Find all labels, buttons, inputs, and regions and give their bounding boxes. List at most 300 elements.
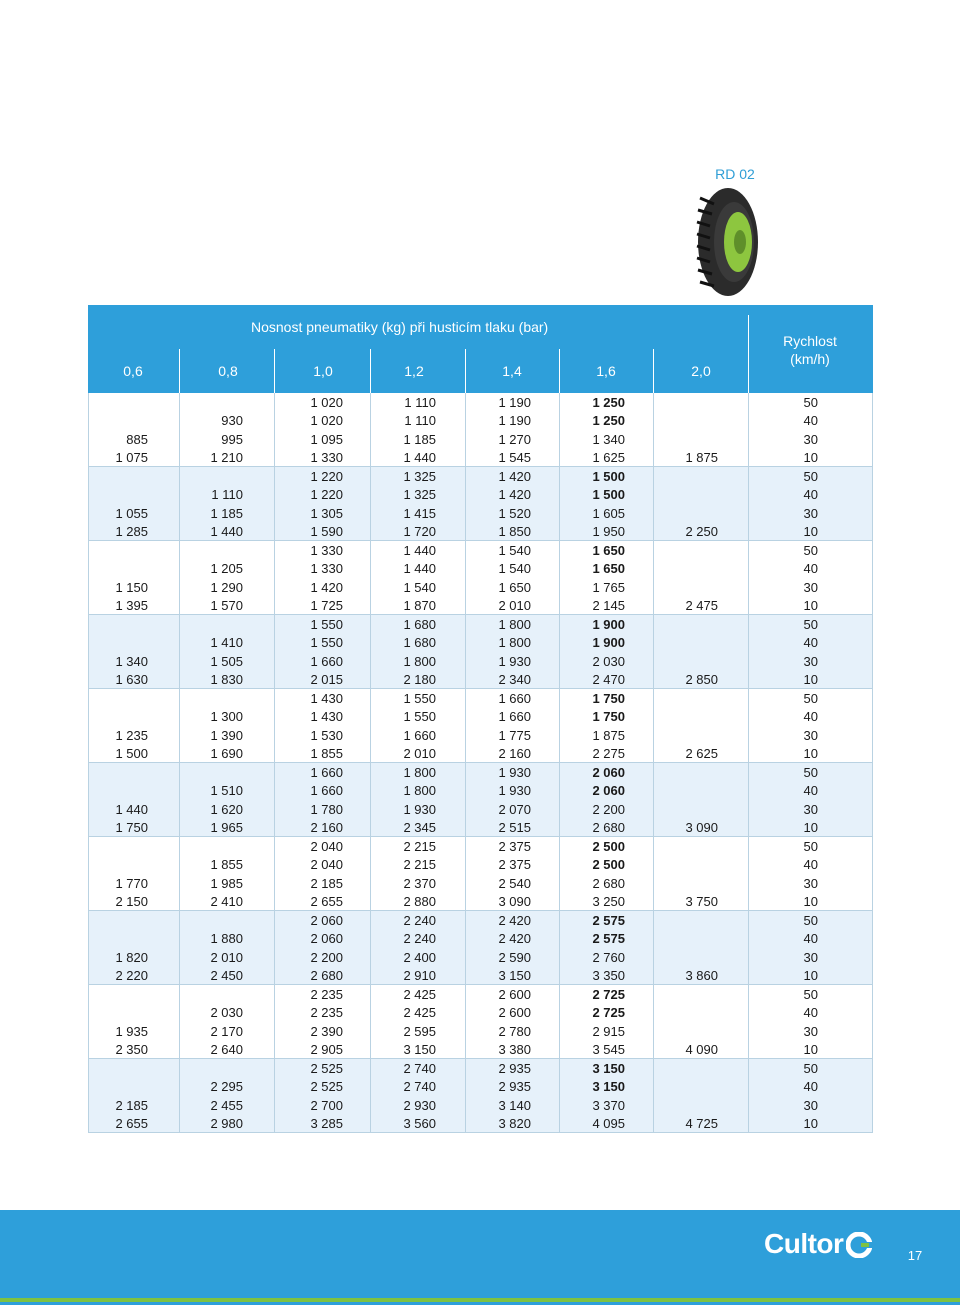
column-divider <box>274 689 275 762</box>
speed-cell: 10 <box>803 1041 818 1057</box>
column-divider <box>653 615 654 688</box>
column-divider <box>872 911 873 984</box>
load-cell: 1 650 <box>498 579 531 595</box>
load-cell: 2 010 <box>498 597 531 613</box>
load-cell: 4 090 <box>685 1041 718 1057</box>
pressure-header: 2,0 <box>691 363 711 379</box>
load-cell: 2 600 <box>498 987 531 1002</box>
speed-header-unit: (km/h) <box>790 351 830 367</box>
row-group <box>88 467 873 541</box>
brand-logo: Cultor <box>764 1228 844 1259</box>
load-cell: 1 930 <box>498 765 531 780</box>
column-divider <box>465 615 466 688</box>
load-cell: 1 500 <box>592 469 625 484</box>
load-cell: 2 935 <box>498 1061 531 1076</box>
load-cell: 1 270 <box>498 431 531 447</box>
load-cell: 2 655 <box>310 893 343 909</box>
column-divider <box>872 837 873 910</box>
speed-cell: 50 <box>803 913 818 928</box>
load-cell: 3 820 <box>498 1115 531 1131</box>
speed-cell: 40 <box>803 783 818 799</box>
load-cell: 1 500 <box>115 745 148 761</box>
speed-cell: 30 <box>803 431 818 447</box>
load-cell: 1 520 <box>498 505 531 521</box>
load-cell: 3 750 <box>685 893 718 909</box>
load-cell: 1 390 <box>210 727 243 743</box>
column-divider <box>872 393 873 466</box>
column-divider <box>179 763 180 836</box>
load-cell: 1 500 <box>592 487 625 503</box>
load-cell: 2 600 <box>498 1005 531 1021</box>
load-cell: 1 330 <box>310 561 343 577</box>
column-divider <box>465 689 466 762</box>
load-cell: 2 980 <box>210 1115 243 1131</box>
speed-cell: 50 <box>803 839 818 854</box>
column-divider <box>653 985 654 1058</box>
load-cell: 2 740 <box>403 1079 436 1095</box>
load-cell: 1 690 <box>210 745 243 761</box>
column-divider <box>872 1059 873 1132</box>
speed-cell: 30 <box>803 579 818 595</box>
load-cell: 4 095 <box>592 1115 625 1131</box>
load-cell: 1 395 <box>115 597 148 613</box>
load-cell: 1 800 <box>403 765 436 780</box>
page-number: 17 <box>907 1248 923 1263</box>
load-cell: 1 325 <box>403 487 436 503</box>
column-divider <box>274 615 275 688</box>
column-divider <box>179 1059 180 1132</box>
load-cell: 2 170 <box>210 1023 243 1039</box>
load-cell: 2 275 <box>592 745 625 761</box>
load-cell: 2 200 <box>592 801 625 817</box>
load-cell: 2 525 <box>310 1079 343 1095</box>
load-cell: 2 910 <box>403 967 436 983</box>
load-cell: 2 350 <box>115 1041 148 1057</box>
load-cell: 2 455 <box>210 1097 243 1113</box>
load-cell: 2 215 <box>403 839 436 854</box>
load-cell: 2 905 <box>310 1041 343 1057</box>
load-cell: 2 160 <box>310 819 343 835</box>
load-cell: 1 430 <box>310 691 343 706</box>
load-cell: 1 550 <box>403 709 436 725</box>
load-cell: 885 <box>126 431 148 447</box>
load-cell: 3 350 <box>592 967 625 983</box>
table-title: Nosnost pneumatiky (kg) při husticím tlaku (bar) <box>251 319 549 335</box>
column-divider <box>370 985 371 1058</box>
load-cell: 2 850 <box>685 671 718 687</box>
load-cell: 2 700 <box>310 1097 343 1113</box>
load-cell: 2 370 <box>403 875 436 891</box>
tire-image <box>688 186 762 298</box>
load-cell: 2 340 <box>498 671 531 687</box>
load-cell: 1 660 <box>310 765 343 780</box>
load-cell: 1 930 <box>498 653 531 669</box>
load-cell: 1 505 <box>210 653 243 669</box>
load-cell: 2 500 <box>592 857 625 873</box>
load-cell: 1 650 <box>592 543 625 558</box>
column-divider <box>179 393 180 466</box>
column-divider <box>274 393 275 466</box>
column-divider <box>559 763 560 836</box>
load-cell: 2 740 <box>403 1061 436 1076</box>
column-divider <box>274 837 275 910</box>
load-cell: 1 750 <box>592 709 625 725</box>
column-divider <box>370 837 371 910</box>
column-divider <box>274 1059 275 1132</box>
load-cell: 2 935 <box>498 1079 531 1095</box>
load-cell: 1 935 <box>115 1023 148 1039</box>
load-cell: 2 345 <box>403 819 436 835</box>
load-cell: 1 750 <box>115 819 148 835</box>
column-divider <box>559 911 560 984</box>
speed-cell: 30 <box>803 505 818 521</box>
load-cell: 1 660 <box>310 653 343 669</box>
column-divider <box>465 467 466 540</box>
column-divider <box>179 615 180 688</box>
load-cell: 1 150 <box>115 579 148 595</box>
speed-cell: 10 <box>803 597 818 613</box>
load-cell: 2 185 <box>310 875 343 891</box>
load-cell: 995 <box>221 431 243 447</box>
load-cell: 1 550 <box>310 617 343 632</box>
load-cell: 1 985 <box>210 875 243 891</box>
load-cell: 3 150 <box>403 1041 436 1057</box>
load-cell: 1 650 <box>592 561 625 577</box>
load-cell: 2 590 <box>498 949 531 965</box>
column-divider <box>179 689 180 762</box>
header-divider <box>465 349 466 393</box>
row-group <box>88 689 873 763</box>
load-cell: 4 725 <box>685 1115 718 1131</box>
column-divider <box>559 837 560 910</box>
load-cell: 1 415 <box>403 505 436 521</box>
speed-cell: 40 <box>803 561 818 577</box>
load-cell: 1 950 <box>592 523 625 539</box>
load-cell: 2 575 <box>592 913 625 928</box>
column-divider <box>274 467 275 540</box>
column-divider <box>872 541 873 614</box>
load-cell: 1 305 <box>310 505 343 521</box>
speed-cell: 10 <box>803 449 818 465</box>
load-cell: 1 440 <box>403 561 436 577</box>
column-divider <box>559 689 560 762</box>
column-divider <box>559 541 560 614</box>
pressure-header: 1,0 <box>313 363 333 379</box>
load-cell: 2 150 <box>115 893 148 909</box>
load-cell: 1 630 <box>115 671 148 687</box>
speed-cell: 30 <box>803 1023 818 1039</box>
row-group <box>88 837 873 911</box>
column-divider <box>370 541 371 614</box>
row-group <box>88 615 873 689</box>
load-cell: 1 880 <box>210 931 243 947</box>
load-cell: 1 660 <box>310 783 343 799</box>
load-cell: 1 855 <box>310 745 343 761</box>
column-divider <box>559 467 560 540</box>
column-divider <box>465 837 466 910</box>
load-cell: 2 725 <box>592 987 625 1002</box>
load-cell: 1 410 <box>210 635 243 651</box>
load-cell: 1 550 <box>310 635 343 651</box>
speed-cell: 10 <box>803 893 818 909</box>
load-cell: 3 285 <box>310 1115 343 1131</box>
column-divider <box>370 615 371 688</box>
load-cell: 2 375 <box>498 857 531 873</box>
load-cell: 1 540 <box>498 543 531 558</box>
load-cell: 1 110 <box>404 395 436 410</box>
speed-cell: 50 <box>803 691 818 706</box>
load-cell: 1 875 <box>592 727 625 743</box>
speed-cell: 40 <box>803 857 818 873</box>
column-divider <box>872 689 873 762</box>
table-header <box>88 305 873 393</box>
column-divider <box>559 985 560 1058</box>
load-cell: 930 <box>221 413 243 429</box>
load-cell: 2 540 <box>498 875 531 891</box>
speed-cell: 40 <box>803 931 818 947</box>
load-cell: 3 150 <box>498 967 531 983</box>
load-cell: 2 655 <box>115 1115 148 1131</box>
load-cell: 2 420 <box>498 931 531 947</box>
load-cell: 2 010 <box>210 949 243 965</box>
load-cell: 2 680 <box>592 819 625 835</box>
column-divider <box>872 985 873 1058</box>
speed-cell: 30 <box>803 875 818 891</box>
speed-cell: 30 <box>803 1097 818 1113</box>
column-divider <box>179 541 180 614</box>
load-cell: 3 560 <box>403 1115 436 1131</box>
load-cell: 2 525 <box>310 1061 343 1076</box>
load-cell: 2 450 <box>210 967 243 983</box>
speed-cell: 50 <box>803 987 818 1002</box>
row-group <box>88 393 873 467</box>
load-cell: 1 830 <box>210 671 243 687</box>
load-cell: 2 070 <box>498 801 531 817</box>
pressure-header: 1,2 <box>404 363 424 379</box>
pressure-header: 1,4 <box>502 363 522 379</box>
load-cell: 2 030 <box>210 1005 243 1021</box>
speed-cell: 30 <box>803 949 818 965</box>
load-cell: 2 200 <box>310 949 343 965</box>
load-cell: 1 900 <box>592 617 625 632</box>
load-cell: 1 095 <box>310 431 343 447</box>
load-cell: 1 420 <box>498 487 531 503</box>
load-cell: 1 330 <box>310 543 343 558</box>
load-cell: 2 575 <box>592 931 625 947</box>
load-cell: 2 420 <box>498 913 531 928</box>
speed-cell: 10 <box>803 523 818 539</box>
load-cell: 2 030 <box>592 653 625 669</box>
load-cell: 2 425 <box>403 987 436 1002</box>
column-divider <box>748 911 749 984</box>
column-divider <box>274 763 275 836</box>
column-divider <box>653 689 654 762</box>
load-table <box>88 393 873 1133</box>
column-divider <box>274 985 275 1058</box>
load-cell: 2 625 <box>685 745 718 761</box>
load-cell: 1 185 <box>210 505 243 521</box>
load-cell: 1 720 <box>403 523 436 539</box>
load-cell: 1 930 <box>403 801 436 817</box>
load-cell: 2 400 <box>403 949 436 965</box>
load-cell: 3 090 <box>685 819 718 835</box>
load-cell: 2 725 <box>592 1005 625 1021</box>
load-cell: 2 680 <box>310 967 343 983</box>
column-divider <box>465 763 466 836</box>
load-cell: 1 250 <box>592 413 625 429</box>
column-divider <box>872 763 873 836</box>
speed-cell: 40 <box>803 1005 818 1021</box>
load-cell: 1 680 <box>403 635 436 651</box>
speed-cell: 40 <box>803 487 818 503</box>
load-cell: 1 220 <box>310 487 343 503</box>
speed-cell: 50 <box>803 765 818 780</box>
load-cell: 1 900 <box>592 635 625 651</box>
row-group <box>88 541 873 615</box>
load-cell: 3 545 <box>592 1041 625 1057</box>
column-divider <box>653 1059 654 1132</box>
load-cell: 2 475 <box>685 597 718 613</box>
column-divider <box>370 911 371 984</box>
load-cell: 2 235 <box>310 987 343 1002</box>
header-divider <box>179 349 180 393</box>
load-cell: 1 110 <box>404 413 436 429</box>
brand-logo-icon <box>846 1232 872 1258</box>
column-divider <box>748 467 749 540</box>
load-cell: 2 500 <box>592 839 625 854</box>
column-divider <box>274 541 275 614</box>
column-divider <box>559 1059 560 1132</box>
load-cell: 2 040 <box>310 839 343 854</box>
load-cell: 1 285 <box>115 523 148 539</box>
column-divider <box>748 985 749 1058</box>
load-cell: 1 530 <box>310 727 343 743</box>
load-cell: 1 800 <box>403 783 436 799</box>
load-cell: 1 770 <box>115 875 148 891</box>
load-cell: 1 290 <box>210 579 243 595</box>
speed-cell: 50 <box>803 1061 818 1076</box>
load-cell: 2 145 <box>592 597 625 613</box>
load-cell: 2 160 <box>498 745 531 761</box>
footer-accent-line <box>0 1298 960 1302</box>
speed-cell: 40 <box>803 709 818 725</box>
pressure-header: 1,6 <box>596 363 616 379</box>
load-cell: 1 725 <box>310 597 343 613</box>
load-cell: 1 680 <box>403 617 436 632</box>
load-cell: 1 750 <box>592 691 625 706</box>
load-cell: 2 235 <box>310 1005 343 1021</box>
column-divider <box>748 541 749 614</box>
column-divider <box>370 1059 371 1132</box>
load-cell: 1 340 <box>115 653 148 669</box>
row-group <box>88 985 873 1059</box>
row-group <box>88 1059 873 1133</box>
load-cell: 1 660 <box>498 709 531 725</box>
pressure-header: 0,6 <box>123 363 143 379</box>
tire-model-label: RD 02 <box>715 166 755 182</box>
pressure-header: 0,8 <box>218 363 238 379</box>
load-cell: 3 370 <box>592 1097 625 1113</box>
load-cell: 2 410 <box>210 893 243 909</box>
load-cell: 1 220 <box>310 469 343 484</box>
column-divider <box>653 911 654 984</box>
load-cell: 1 800 <box>403 653 436 669</box>
column-divider <box>872 467 873 540</box>
column-divider <box>179 985 180 1058</box>
load-cell: 1 250 <box>592 395 625 410</box>
load-cell: 2 220 <box>115 967 148 983</box>
load-cell: 1 420 <box>498 469 531 484</box>
column-divider <box>748 1059 749 1132</box>
header-divider <box>653 349 654 393</box>
load-cell: 1 440 <box>403 449 436 465</box>
load-cell: 1 605 <box>592 505 625 521</box>
column-divider <box>179 837 180 910</box>
load-cell: 1 185 <box>403 431 436 447</box>
column-divider <box>653 541 654 614</box>
load-cell: 1 540 <box>403 579 436 595</box>
load-cell: 1 775 <box>498 727 531 743</box>
load-cell: 3 860 <box>685 967 718 983</box>
header-divider <box>274 349 275 393</box>
load-cell: 1 875 <box>685 449 718 465</box>
load-cell: 2 425 <box>403 1005 436 1021</box>
column-divider <box>465 1059 466 1132</box>
speed-cell: 40 <box>803 635 818 651</box>
load-cell: 1 205 <box>210 561 243 577</box>
load-cell: 2 780 <box>498 1023 531 1039</box>
column-divider <box>465 393 466 466</box>
load-cell: 1 660 <box>403 727 436 743</box>
load-cell: 2 240 <box>403 913 436 928</box>
load-cell: 1 620 <box>210 801 243 817</box>
load-cell: 1 660 <box>498 691 531 706</box>
column-divider <box>872 615 873 688</box>
load-cell: 2 515 <box>498 819 531 835</box>
load-cell: 3 090 <box>498 893 531 909</box>
load-cell: 2 060 <box>592 783 625 799</box>
column-divider <box>748 393 749 466</box>
load-cell: 2 215 <box>403 857 436 873</box>
load-cell: 1 020 <box>310 395 343 410</box>
load-cell: 2 915 <box>592 1023 625 1039</box>
speed-cell: 10 <box>803 819 818 835</box>
load-cell: 1 625 <box>592 449 625 465</box>
load-cell: 1 420 <box>310 579 343 595</box>
speed-cell: 50 <box>803 395 818 410</box>
column-divider <box>748 763 749 836</box>
load-cell: 1 540 <box>498 561 531 577</box>
column-divider <box>370 393 371 466</box>
column-divider <box>653 393 654 466</box>
load-cell: 1 855 <box>210 857 243 873</box>
load-cell: 2 375 <box>498 839 531 854</box>
speed-cell: 50 <box>803 617 818 632</box>
column-divider <box>370 689 371 762</box>
load-cell: 1 965 <box>210 819 243 835</box>
column-divider <box>274 911 275 984</box>
load-cell: 2 040 <box>310 857 343 873</box>
column-divider <box>465 911 466 984</box>
load-cell: 1 820 <box>115 949 148 965</box>
load-cell: 1 440 <box>403 543 436 558</box>
header-divider <box>370 349 371 393</box>
column-divider <box>653 837 654 910</box>
load-cell: 1 440 <box>115 801 148 817</box>
column-divider <box>370 763 371 836</box>
speed-cell: 30 <box>803 727 818 743</box>
load-cell: 3 140 <box>498 1097 531 1113</box>
